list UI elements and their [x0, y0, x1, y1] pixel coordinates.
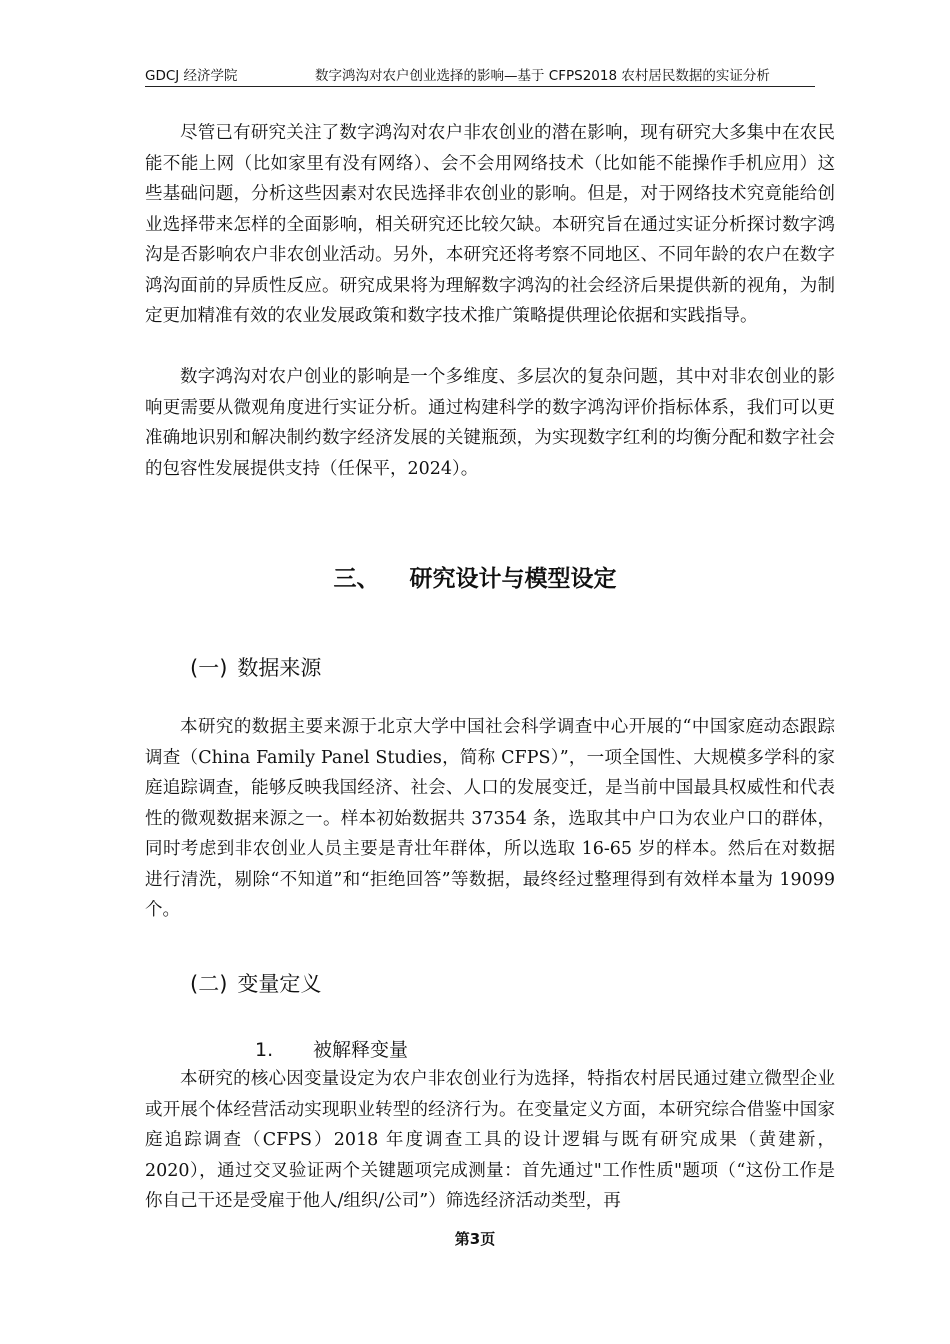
- section-number: (一): [190, 656, 228, 680]
- header-institution: GDCJ 经济学院: [145, 68, 238, 84]
- subsection-heading-dependent-variable: [255, 1035, 408, 1062]
- page-number: 第3页: [454, 1230, 496, 1248]
- chapter-number: 三、: [333, 566, 380, 592]
- section-title-text: 变量定义: [237, 972, 322, 996]
- body-paragraph-data-source: 本研究的数据主要来源于北京大学中国社会科学调查中心开展的“中国家庭动态跟踪调查（China Family Panel Studies，简称 CFPS）”，一项全国性、大规模多学科的家庭追踪调查，能够反映我国经济、社会、人口的发展变迁，是当前中国最具权威性和代表性的微观数据来源之一。样本初始数据共 37354 条，选取其中户口为农业户口的群体，同时考虑到非农创业人员主要是青壮年群体，所以选取 16-65 岁的样本。然后在对数据进行清洗，剔除“不知道”和“拒绝回答”等数据，最终经过整理得到有效样本量为 19099 个。: [145, 717, 835, 920]
- header-paper-title: 数字鸿沟对农户创业选择的影响—基于 CFPS2018 农村居民数据的实证分析: [315, 68, 770, 84]
- section-heading-data-source: [190, 652, 321, 682]
- section-number: (二): [190, 972, 228, 996]
- subsection-title-text: 被解释变量: [313, 1039, 409, 1061]
- section-title-text: 数据来源: [237, 656, 322, 680]
- chapter-heading: [0, 560, 950, 593]
- body-paragraph-1: 尽管已有研究关注了数字鸿沟对农户非农创业的潜在影响，现有研究大多集中在农民能不能上网（比如家里有没有网络）、会不会用网络技术（比如能不能操作手机应用）这些基础问题，分析这些因素对农民选择非农创业的影响。但是，对于网络技术究竟能给创业选择带来怎样的全面影响，相关研究还比较欠缺。本研究旨在通过实证分析探讨数字鸿沟是否影响农户非农创业活动。另外，本研究还将考察不同地区、不同年龄的农户在数字鸿沟面前的异质性反应。研究成果将为理解数字鸿沟的社会经济后果提供新的视角，为制定更加精准有效的农业发展政策和数字技术推广策略提供理论依据和实践指导。: [145, 123, 835, 326]
- body-paragraph-dependent-variable: 本研究的核心因变量设定为农户非农创业行为选择，特指农村居民通过建立微型企业或开展个体经营活动实现职业转型的经济行为。在变量定义方面，本研究综合借鉴中国家庭追踪调查（CFPS）2018 年度调查工具的设计逻辑与既有研究成果（黄建新，2020），通过交叉验证两个关键题项完成测量：首先通过"工作性质"题项（“这份工作是你自己干还是受雇于他人/组织/公司”）筛选经济活动类型，再: [145, 1069, 835, 1211]
- chapter-title-text: 研究设计与模型设定: [409, 566, 617, 592]
- body-paragraph-2: 数字鸿沟对农户创业的影响是一个多维度、多层次的复杂问题，其中对非农创业的影响更需要从微观角度进行实证分析。通过构建科学的数字鸿沟评价指标体系，我们可以更准确地识别和解决制约数字经济发展的关键瓶颈，为实现数字红利的均衡分配和数字社会的包容性发展提供支持（任保平，2024）。: [145, 367, 835, 479]
- section-heading-variables: [190, 968, 321, 998]
- running-header: [145, 66, 815, 87]
- subsection-number: 1.: [255, 1039, 274, 1061]
